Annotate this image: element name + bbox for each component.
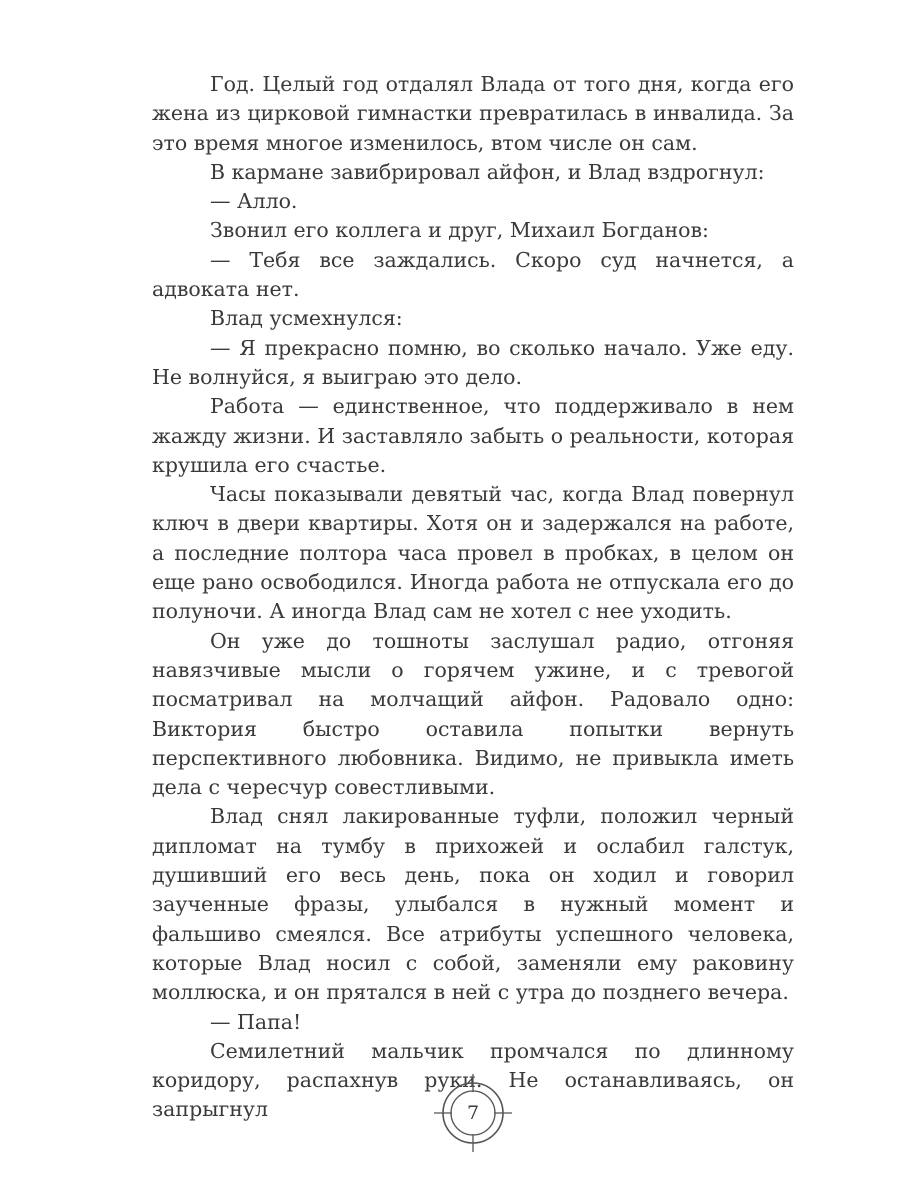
paragraph-6: Влад усмехнулся:	[210, 306, 403, 331]
paragraph-13: Семилетний мальчик промчался по длинному коридору, распахнув руки. Не останавливаясь, он запрыгнул	[152, 1038, 794, 1122]
page-number: 7	[466, 1102, 480, 1124]
paragraph-1: Год. Целый год отдалял Влада от того дня, когда его жена из цирковой гимнастки превратилась в инвалида. За это время многое изменилось, втом числе он сам.	[152, 72, 794, 155]
paragraph-9: Часы показывали девятый час, когда Влад повернул ключ в двери квартиры. Хотя он и задержался на работе, а последние полтора часа провел в пробках, в целом он еще рано освободился. Иногда работа не отпускала его до полуночи. А иногда Влад сам не хотел с нее уходить.	[152, 482, 794, 624]
page-number-ornament	[433, 1073, 513, 1153]
body-text	[152, 70, 794, 1125]
paragraph-2: В кармане завибрировал айфон, и Влад вздрогнул:	[210, 159, 765, 184]
paragraph-11: Влад снял лакированные туфли, положил черный дипломат на тумбу в прихожей и ослабил галстук, душивший его весь день, пока он ходил и говорил заученные фразы, улыбался в нужный момент и фальшиво смеялся. Все атрибуты успешного человека, которые Влад носил с собой, заменяли ему раковину моллюска, и он прятался в ней с утра до позднего вечера.	[152, 804, 794, 1005]
paragraph-3: — Алло.	[210, 189, 298, 214]
paragraph-7: — Я прекрасно помню, во сколько начало. Уже еду. Не волнуйся, я выиграю это дело.	[152, 335, 794, 389]
paragraph-4: Звонил его коллега и друг, Михаил Богданов:	[210, 218, 709, 243]
paragraph-5: — Тебя все заждались. Скоро суд начнется, а адвоката нет.	[152, 247, 794, 302]
paragraph-12: — Папа!	[210, 1009, 302, 1034]
paragraph-8: Работа — единственное, что поддерживало в нем жажду жизни. И заставляло забыть о реальности, которая крушила его счастье.	[152, 394, 794, 477]
paragraph-10: Он уже до тошноты заслушал радио, отгоняя навязчивые мысли о горячем ужине, и с тревогой посматривал на молчащий айфон. Радовало одно: Виктория быстро оставила попытки вернуть перспективного любовника. Видимо, не привыкла иметь дела с чересчур совестливыми.	[152, 628, 794, 800]
